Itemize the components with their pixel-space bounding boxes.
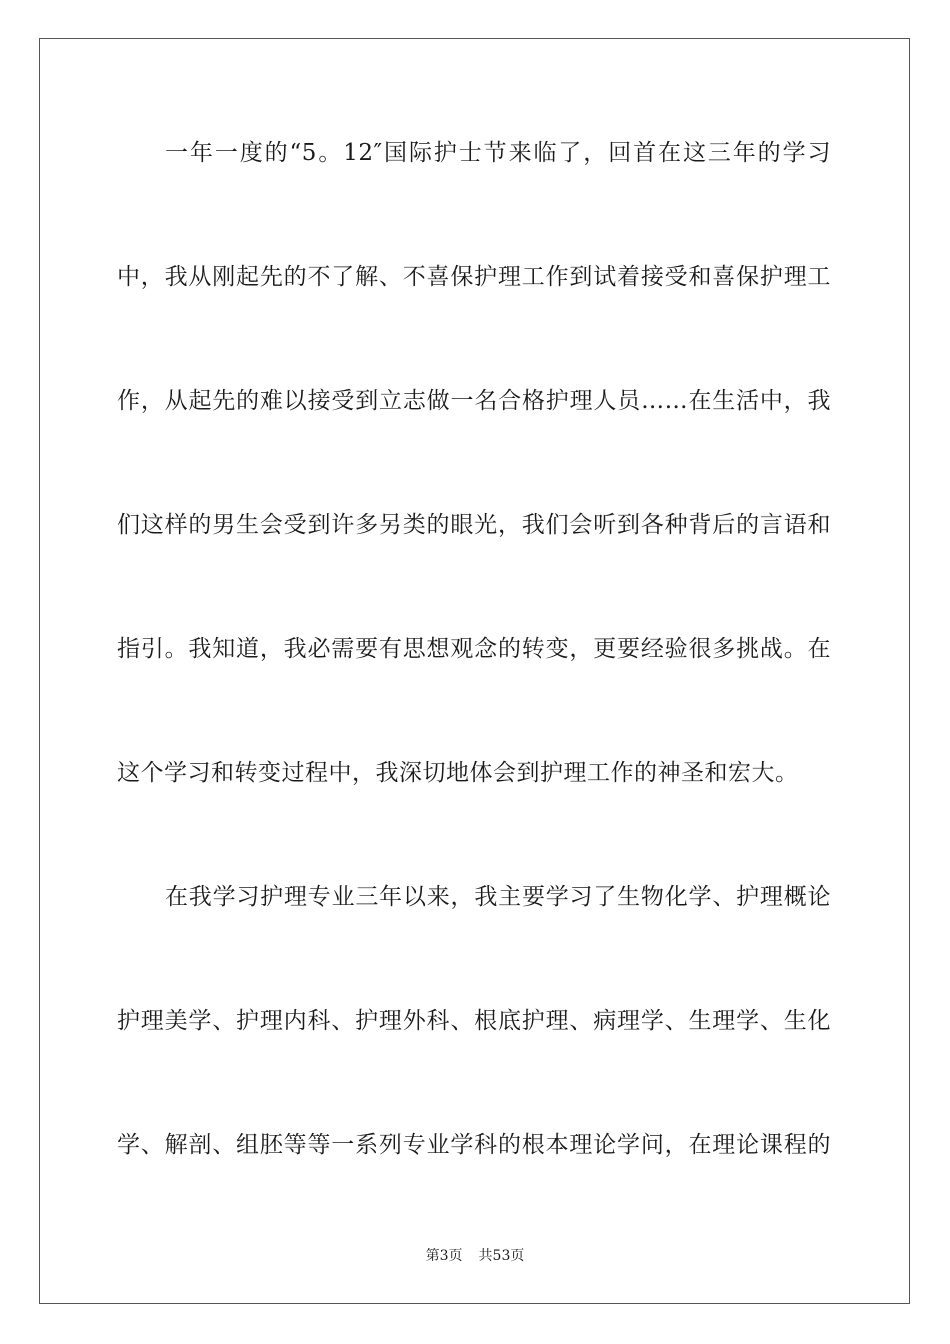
paragraph-1-line-1: 一年一度的“5。12″国际护士节来临了，回首在这三年的学习 bbox=[165, 140, 831, 166]
paragraph-1-line-6: 这个学习和转变过程中，我深切地体会到护理工作的神圣和宏大。 bbox=[117, 760, 799, 786]
total-pages: 共53页 bbox=[478, 1248, 525, 1264]
page-footer bbox=[0, 1246, 950, 1266]
paragraph-2-line-2: 护理美学、护理内科、护理外科、根底护理、病理学、生理学、生化 bbox=[117, 1008, 831, 1034]
page-border bbox=[39, 38, 910, 1304]
paragraph-1-line-2: 中，我从刚起先的不了解、不喜保护理工作到试着接受和喜保护理工 bbox=[117, 264, 831, 290]
paragraph-1-line-5: 指引。我知道，我必需要有思想观念的转变，更要经验很多挑战。在 bbox=[117, 636, 831, 662]
paragraph-1-line-4: 们这样的男生会受到许多另类的眼光，我们会听到各种背后的言语和 bbox=[117, 512, 831, 538]
page-number: 第3页 bbox=[425, 1248, 463, 1264]
paragraph-2-line-1: 在我学习护理专业三年以来，我主要学习了生物化学、护理概论 bbox=[165, 884, 831, 910]
paragraph-2-line-3: 学、解剖、组胚等等一系列专业学科的根本理论学问，在理论课程的 bbox=[117, 1132, 831, 1158]
paragraph-1-line-3: 作，从起先的难以接受到立志做一名合格护理人员……在生活中，我 bbox=[117, 388, 831, 414]
